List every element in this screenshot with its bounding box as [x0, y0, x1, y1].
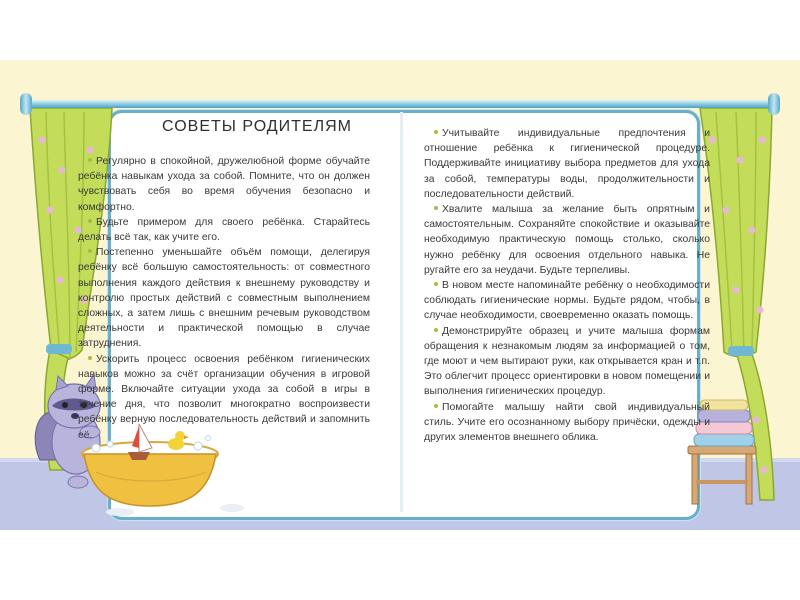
- rod-end-left: [20, 93, 32, 115]
- tip-paragraph: Помогайте малышу найти свой индивидуальный стиль. Учите его осознанному выбору причёски, одежды и других элементов внешнего облика.: [424, 401, 710, 444]
- bullet-icon: [434, 206, 438, 210]
- left-column: [78, 154, 370, 443]
- bullet-icon: [434, 282, 438, 286]
- tip-paragraph: Постепенно уменьшайте объём помощи, делегируя ребёнку всё большую самостоятельность: от совместного выполнения каждого действия к внешнему руководству и контролю простых действий с совместным выполнением сложных, а затем лишь с внешним речевым руководством деятельности и практической помощью в случае затруднения.: [78, 247, 370, 350]
- right-column: [424, 126, 710, 445]
- tip-paragraph: Будьте примером для своего ребёнка. Старайтесь делать всё так, как учите его.: [78, 216, 370, 244]
- tip-paragraph: Демонстрируйте образец и учите малыша формам обращения к незнакомым людям за информацией о том, где моют и чем вытирают руки, как открывается кран и т.п. Это облегчит процесс ориентировки в новом помещении и выполнения гигиенических процедур.: [424, 325, 710, 398]
- tip-paragraph: Хвалите малыша за желание быть опрятным и самостоятельным. Сохраняйте спокойствие и оказывайте необходимую практическую помощь столько, сколько нужно ребёнку для освоения отдельного навыка. Не ругайте его за неудачи. Будьте терпеливы.: [424, 204, 710, 276]
- bullet-icon: [88, 249, 92, 253]
- bullet-icon: [88, 219, 92, 223]
- page-title: СОВЕТЫ РОДИТЕЛЯМ: [162, 118, 352, 135]
- bullet-icon: [88, 356, 92, 360]
- bullet-icon: [434, 404, 438, 408]
- bullet-icon: [88, 158, 92, 162]
- bullet-icon: [434, 130, 438, 134]
- tip-paragraph: Ускорить процесс освоения ребёнком гигиенических навыков можно за счёт организации обучения в игровой форме. Включайте ситуации ухода за собой в игры в течение дня, что позволит многократно воспроизвести ребёнку верную последовательность действий и запомнить её.: [78, 353, 370, 441]
- tip-paragraph: Регулярно в спокойной, дружелюбной форме обучайте ребёнка навыкам ухода за собой. Помните, что он должен чувствовать себя во время обучения безопасно и комфортно.: [78, 156, 370, 213]
- rod-end-right: [768, 93, 780, 115]
- bullet-icon: [434, 328, 438, 332]
- curtain-rod: [26, 100, 778, 108]
- tip-paragraph: Учитывайте индивидуальные предпочтения и отношение ребёнка к гигиенической процедуре. Поддерживайте инициативу выбора предметов для ухода за собой, температуры воды, продолжительности и последовательности действий.: [424, 128, 710, 200]
- tip-paragraph: В новом месте напоминайте ребёнку о необходимости соблюдать гигиенические нормы. Будьте рядом, чтобы, в случае необходимости, своевременно оказать помощь.: [424, 280, 710, 322]
